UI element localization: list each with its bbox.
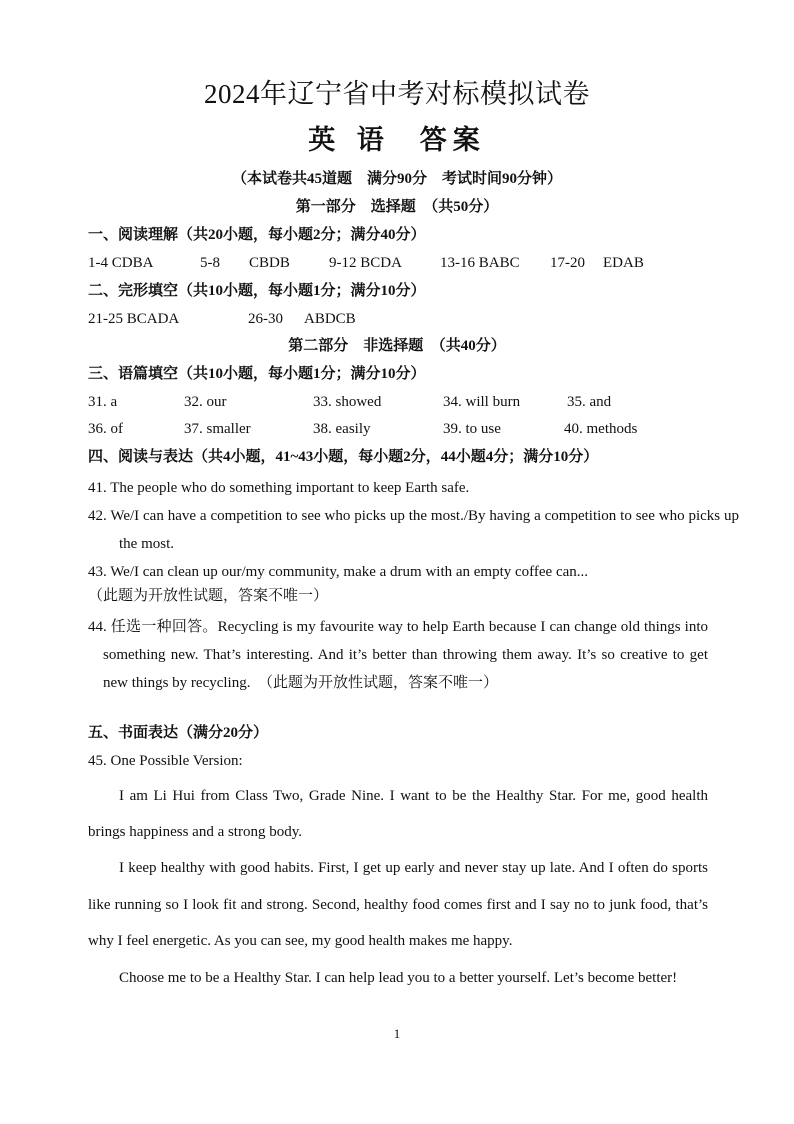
part-two-heading: 第二部分 非选择题 （共40分）: [288, 338, 506, 354]
answer-group: 26-30: [248, 311, 283, 327]
answer-item: 36. of: [88, 421, 123, 437]
answer-item: 34. will burn: [443, 394, 521, 410]
subject-heading: [0, 118, 794, 157]
essay-label: 45. One Possible Version:: [88, 753, 243, 769]
page-number: 1: [393, 1026, 401, 1041]
answer-42: 42. We/I can have a competition to see who picks up the most./By having a competition to see who picks up the most.: [88, 508, 739, 552]
answer-group: 1-4 CDBA: [88, 255, 154, 271]
answer-group: 9-12 BCDA: [329, 255, 402, 271]
answer-item: 31. a: [88, 394, 118, 410]
answer-item: 38. easily: [313, 421, 371, 437]
answer-group: 17-20: [550, 255, 585, 271]
essay-paragraph-1: I am Li Hui from Class Two, Grade Nine. I want to be the Healthy Star. For me, good health brings happiness and a strong body.: [88, 788, 708, 840]
section-5-heading: 五、书面表达（满分20分）: [88, 725, 269, 741]
answer-group: 5-8: [200, 255, 220, 271]
answer-item: 33. showed: [313, 394, 382, 410]
part-one-heading: 第一部分 选择题 （共50分）: [295, 199, 499, 215]
answer-group: CBDB: [249, 255, 290, 271]
section-2-heading: 二、完形填空（共10小题，每小题1分；满分10分）: [88, 283, 426, 299]
answer-41: 41. The people who do something important to keep Earth safe.: [88, 480, 470, 496]
exam-info: （本试卷共45道题 满分90分 考试时间90分钟）: [231, 171, 562, 187]
answer-group: ABDCB: [304, 311, 356, 327]
document-title: 2024年辽宁省中考对标模拟试卷: [204, 79, 590, 109]
answer-item: 32. our: [184, 394, 227, 410]
subject-answer-label: 答案: [419, 125, 486, 156]
answer-43-note: （此题为开放性试题，答案不唯一）: [88, 588, 329, 604]
section-4-heading: 四、阅读与表达（共4小题，41~43小题，每小题2分，44小题4分；满分10分）: [88, 449, 599, 465]
answer-group: 21-25 BCADA: [88, 311, 180, 327]
answer-item: 39. to use: [443, 421, 501, 437]
answer-43: 43. We/I can clean up our/my community, make a drum with an empty coffee can...: [88, 564, 589, 580]
answer-item: 35. and: [567, 394, 612, 410]
answer-item: 40. methods: [564, 421, 638, 437]
section-3-heading: 三、语篇填空（共10小题，每小题1分；满分10分）: [88, 366, 426, 382]
essay-paragraph-2: I keep healthy with good habits. First, I get up early and never stay up late. And I often do sports like running so I look fit and strong. Second, healthy food comes first and I say no to junk food, that’s why I feel energetic. As you can see, my good health makes me happy.: [88, 860, 708, 949]
answer-group: 13-16 BABC: [440, 255, 520, 271]
subject-name: 英 语: [308, 125, 390, 156]
essay-paragraph-3: Choose me to be a Healthy Star. I can help lead you to a better yourself. Let’s become better!: [119, 970, 678, 986]
answer-item: 37. smaller: [184, 421, 251, 437]
answer-group: EDAB: [603, 255, 644, 271]
answer-44: 44. 任选一种回答。Recycling is my favourite way to help Earth because I can change old things into something new. That’s interesting. And it’s better than throwing them away. It’s so creative to get new things by recycling. （此题为开放性试题，答案不唯一）: [88, 619, 708, 691]
section-1-heading: 一、阅读理解（共20小题，每小题2分；满分40分）: [88, 227, 426, 243]
